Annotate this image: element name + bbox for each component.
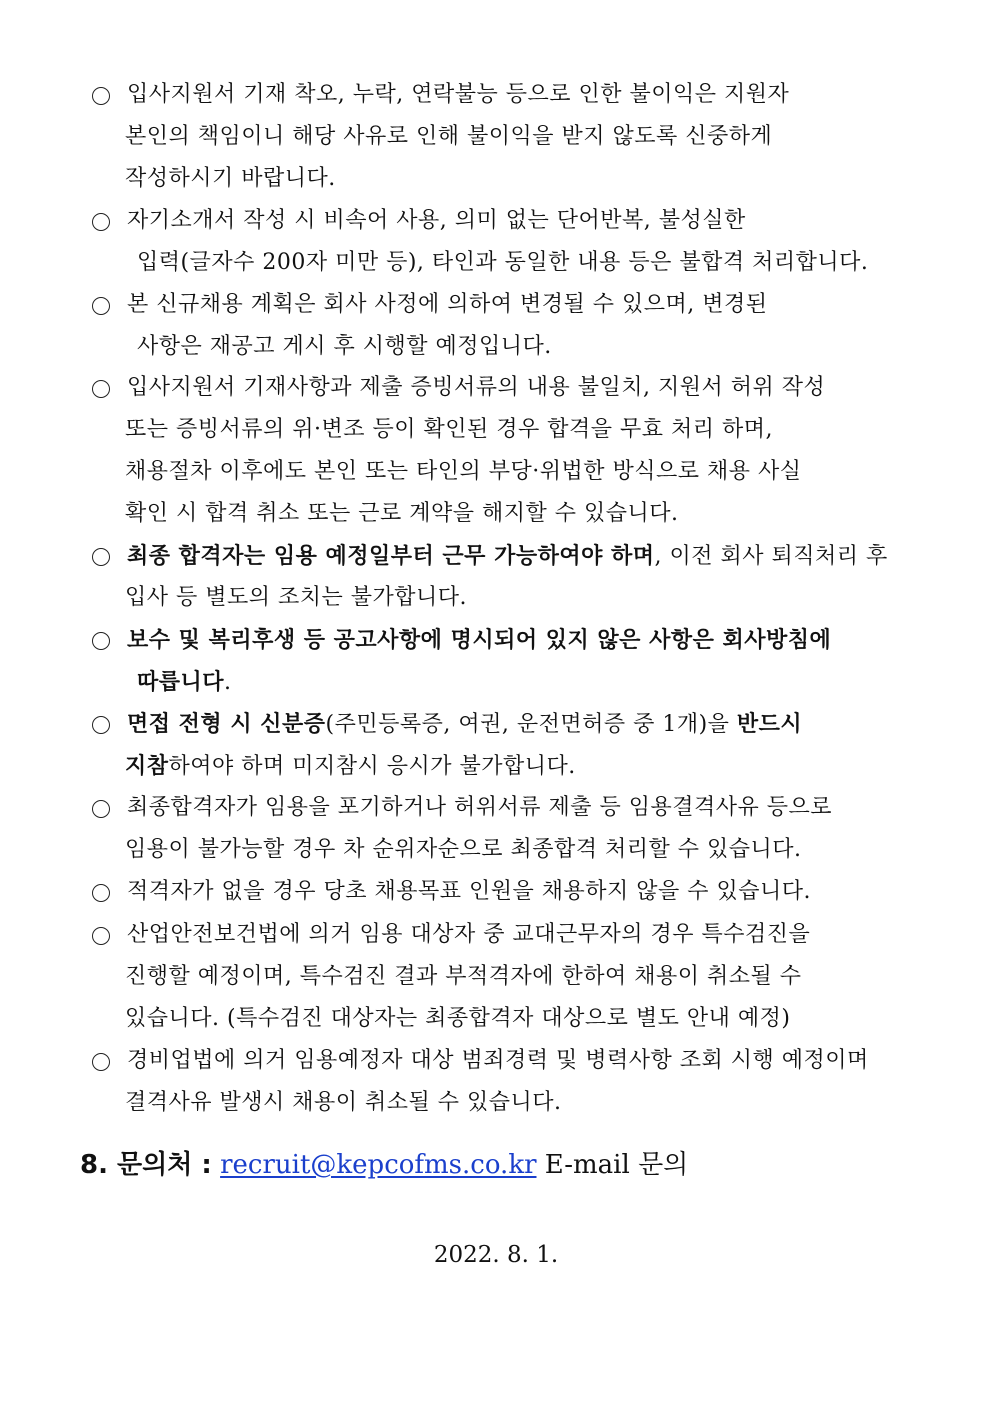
notice-text: 결격사유 발생시 채용이 취소될 수 있습니다. — [125, 1090, 562, 1115]
circle-bullet-icon — [92, 213, 110, 231]
notice-text: 채용절차 이후에도 본인 또는 타인의 부당·위법한 방식으로 채용 사실 — [125, 459, 802, 484]
circle-bullet-icon — [92, 716, 110, 734]
circle-bullet-icon — [92, 380, 110, 398]
notice-text: 입사 등 별도의 조치는 불가합니다. — [125, 585, 467, 610]
notice-text: 또는 증빙서류의 위·변조 등이 확인된 경우 합격을 무효 처리 하며, — [125, 417, 773, 442]
notice-line — [125, 122, 772, 152]
notice-line — [127, 920, 810, 950]
emphasis-text: 보수 및 복리후생 등 공고사항에 명시되어 있지 않은 사항은 회사방침에 — [127, 627, 832, 653]
contact-email-link[interactable]: recruit@kepcofms.co.kr — [220, 1150, 537, 1180]
circle-bullet-icon — [92, 87, 110, 105]
circle-bullet-icon — [92, 632, 110, 650]
notice-text: 본 신규채용 계획은 회사 사정에 의하여 변경될 수 있으며, 변경된 — [127, 292, 768, 317]
notice-text: 본인의 책임이니 해당 사유로 인해 불이익을 받지 않도록 신중하게 — [125, 124, 773, 149]
notice-line — [125, 962, 802, 992]
notice-text: 확인 시 합격 취소 또는 근로 계약을 해지할 수 있습니다. — [125, 501, 679, 526]
notice-line — [127, 80, 789, 110]
notice-line — [125, 583, 467, 613]
notice-line — [127, 1046, 869, 1076]
notice-line — [137, 248, 868, 278]
notice-line — [125, 499, 678, 529]
contact-section — [80, 1148, 688, 1182]
document-date: 2022. 8. 1. — [433, 1242, 559, 1268]
circle-bullet-icon — [92, 927, 110, 945]
emphasis-text: 반드시 — [736, 711, 803, 737]
circle-bullet-icon — [92, 1053, 110, 1071]
notice-text: , 이전 회사 퇴직처리 후 — [654, 544, 888, 569]
emphasis-text: 최종 합격자는 임용 예정일부터 근무 가능하여야 하며 — [127, 543, 655, 569]
notice-text: 임용이 불가능할 경우 차 순위자순으로 최종합격 처리할 수 있습니다. — [125, 837, 802, 862]
notice-text: 하여야 하며 미지참시 응시가 불가합니다. — [168, 754, 576, 779]
notice-line — [137, 332, 552, 362]
circle-bullet-icon — [92, 800, 110, 818]
notice-line — [125, 164, 336, 194]
notice-line — [125, 1004, 790, 1034]
notice-line — [125, 415, 773, 445]
notice-text: 진행할 예정이며, 특수검진 결과 부적격자에 한하여 채용이 취소될 수 — [125, 964, 802, 989]
notice-text: 사항은 재공고 게시 후 시행할 예정입니다. — [137, 334, 552, 359]
notice-text: 작성하시기 바랍니다. — [125, 166, 336, 191]
notice-text: 최종합격자가 임용을 포기하거나 허위서류 제출 등 임용결격사유 등으로 — [127, 795, 833, 820]
circle-bullet-icon — [92, 548, 110, 566]
notice-line — [127, 290, 768, 320]
notice-text: 있습니다. (특수검진 대상자는 최종합격자 대상으로 별도 안내 예정) — [125, 1006, 791, 1031]
notice-text: 경비업법에 의거 임용예정자 대상 범죄경력 및 병력사항 조회 시행 예정이며 — [127, 1048, 869, 1073]
notice-line — [125, 1088, 562, 1118]
notice-text: . — [224, 670, 232, 695]
notice-text: 자기소개서 작성 시 비속어 사용, 의미 없는 단어반복, 불성실한 — [127, 208, 746, 233]
circle-bullet-icon — [92, 297, 110, 315]
notice-line — [125, 835, 802, 865]
notice-line — [125, 457, 802, 487]
contact-heading: 8. 문의처 : — [80, 1150, 212, 1180]
notice-text: 산업안전보건법에 의거 임용 대상자 중 교대근무자의 경우 특수검진을 — [127, 922, 811, 947]
notice-text: 입사지원서 기재사항과 제출 증빙서류의 내용 불일치, 지원서 허위 작성 — [127, 375, 826, 400]
emphasis-text: 지참 — [125, 753, 169, 779]
notice-text: 입사지원서 기재 착오, 누락, 연락불능 등으로 인한 불이익은 지원자 — [127, 82, 790, 107]
notice-line — [127, 709, 802, 740]
notice-text: 입력(글자수 200자 미만 등), 타인과 동일한 내용 등은 불합격 처리합니다. — [137, 250, 869, 275]
contact-suffix: E-mail 문의 — [536, 1150, 689, 1180]
emphasis-text: 면접 전형 시 신분증 — [127, 711, 326, 737]
notice-line — [127, 373, 825, 403]
notice-line — [125, 751, 576, 782]
notice-text: (주민등록증, 여권, 운전면허증 중 1개)을 — [325, 712, 737, 737]
emphasis-text: 따릅니다 — [137, 669, 225, 695]
notice-line — [127, 625, 831, 656]
notice-line — [137, 667, 232, 698]
notice-line — [127, 877, 811, 907]
notice-line — [127, 541, 888, 572]
notice-line — [127, 206, 746, 236]
circle-bullet-icon — [92, 884, 110, 902]
notice-line — [127, 793, 832, 823]
notice-text: 적격자가 없을 경우 당초 채용목표 인원을 채용하지 않을 수 있습니다. — [127, 879, 811, 904]
